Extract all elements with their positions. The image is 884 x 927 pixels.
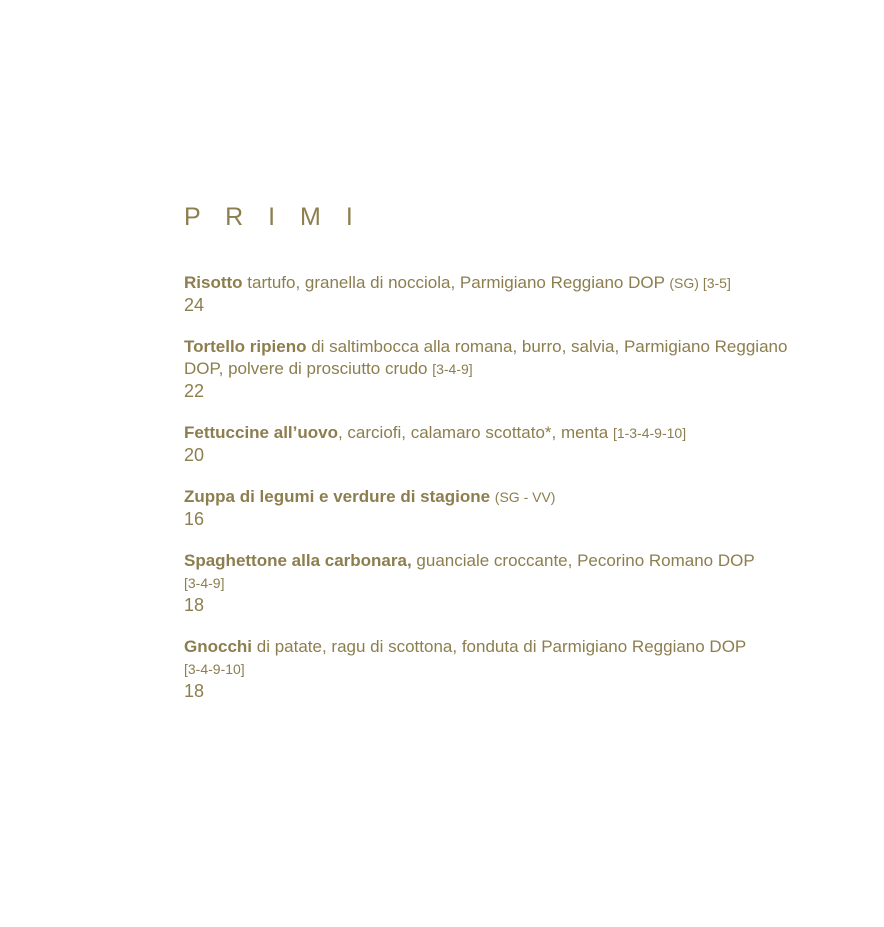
- dish-allergens: [3-5]: [698, 275, 731, 291]
- dish-price: 24: [184, 295, 205, 315]
- dish-description: tartufo, granella di nocciola, Parmigiano Reggiano DOP: [242, 273, 670, 292]
- dish-item: [184, 550, 824, 616]
- dish-tags: (SG - VV): [494, 489, 556, 505]
- dish-tags: (SG): [669, 275, 699, 291]
- dish-price: 16: [184, 509, 205, 529]
- dish-description: di patate, ragu di scottona, fonduta di Parmigiano Reggiano DOP: [252, 637, 747, 656]
- dish-item: [184, 422, 824, 466]
- dish-name: Zuppa di legumi e verdure di stagione: [184, 487, 491, 506]
- dish-name: Spaghettone alla carbonara,: [184, 551, 412, 570]
- dish-description: guanciale croccante, Pecorino Romano DOP: [411, 551, 755, 570]
- dish-item: [184, 636, 824, 702]
- dish-allergens: [3-4-9]: [184, 575, 225, 591]
- dish-name: Risotto: [184, 273, 243, 292]
- dish-item: [184, 272, 824, 316]
- dish-price: 20: [184, 445, 205, 465]
- dish-price: 22: [184, 381, 205, 401]
- dish-description: di saltimbocca alla romana, burro, salvia, Parmigiano Reggiano DOP, polvere di prosciutto crudo: [184, 337, 788, 378]
- dish-name: Tortello ripieno: [184, 337, 307, 356]
- dish-list: [184, 272, 824, 702]
- dish-price: 18: [184, 595, 205, 615]
- dish-name: Fettuccine all’uovo: [184, 423, 338, 442]
- dish-item: [184, 336, 824, 402]
- dish-item: [184, 486, 824, 530]
- dish-description: , carciofi, calamaro scottato*, menta: [337, 423, 613, 442]
- section-title: P R I M I: [184, 203, 362, 231]
- dish-allergens: [1-3-4-9-10]: [612, 425, 687, 441]
- dish-name: Gnocchi: [184, 637, 253, 656]
- dish-price: 18: [184, 681, 205, 701]
- dish-allergens: [3-4-9-10]: [184, 661, 245, 677]
- menu-section: [184, 200, 824, 722]
- dish-allergens: [3-4-9]: [432, 361, 473, 377]
